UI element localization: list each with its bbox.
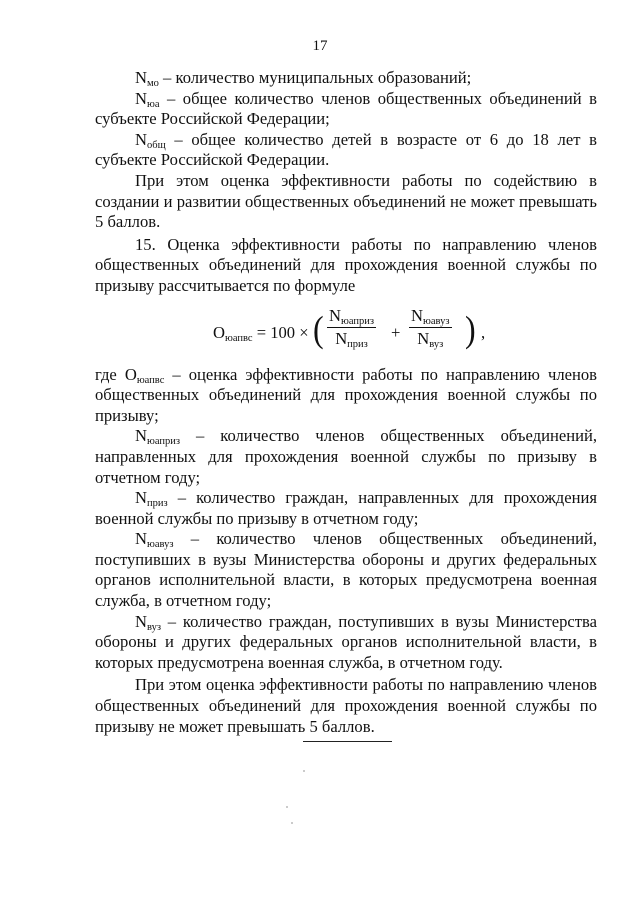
body-text [95,68,597,737]
num-symbol: N [329,305,341,325]
symbol-subscript: юаприз [146,436,180,448]
fraction-2 [409,307,452,348]
symbol: N [135,426,147,446]
den-symbol: N [417,328,430,348]
den-subscript: вуз [429,338,444,350]
num-symbol: N [411,305,423,325]
fraction-1-numerator [327,307,376,325]
fraction-1-bar [327,327,376,328]
scan-speck [303,770,305,772]
scan-speck [291,822,293,824]
formula [95,305,597,361]
symbol: О [124,364,137,384]
definition-n-priz [95,488,597,529]
fraction-2-denominator [415,330,445,348]
formula-lhs [213,323,309,344]
definition-text: – общее количество членов общественных объединений в субъекте Российской Федерации; [95,88,597,129]
num-subscript: юавуз [422,315,450,327]
symbol-subscript: мо [146,78,159,89]
definition-text: – общее количество детей в возрасте от 6 до 18 лет в субъекте Российской Федерации. [95,129,597,170]
definition-text: – количество муниципальных образований; [158,68,472,87]
fraction-1-denominator [333,330,370,348]
den-subscript: приз [347,338,368,350]
definition-n-yua [95,89,597,130]
page-number: 17 [312,38,328,54]
definition-text: – оценка эффективности работы по направлению членов общественных объединений для прохождения военной службы по призыву; [95,364,597,425]
formula-lhs-symbol: О [213,322,225,342]
symbol: N [135,529,147,549]
definition-text: – количество граждан, поступивших в вузы Министерства обороны и других федеральных органов исполнительной власти, в которых предусмотрена военная служба, в отчетном году. [95,611,597,672]
note-paragraph-2: При этом оценка эффективности работы по направлению членов общественных объединений для прохождения военной службы по призыву не может превышать 5 баллов. [95,675,597,736]
scan-speck [286,806,288,808]
formula-plus: + [391,322,401,342]
definition-n-vuz [95,612,597,674]
symbol-subscript: юапвс [136,374,165,386]
formula-equals: = 100 × [256,322,309,342]
fraction-2-numerator [409,307,452,325]
num-subscript: юаприз [340,315,374,327]
fraction-2-bar [409,327,452,328]
definition-n-yuavuz [95,529,597,611]
symbol-subscript: приз [146,498,168,510]
definition-text: – количество членов общественных объединений, направленных для прохождения военной службы по призыву в отчетном году; [95,426,597,487]
formula-close-paren: ) [465,307,476,350]
section-15-paragraph: 15. Оценка эффективности работы по направлению членов общественных объединений для прохождения военной службы по призыву рассчитывается по формуле [95,234,597,295]
symbol: N [135,488,147,508]
formula-lhs-subscript: юапвс [224,332,253,344]
fraction-1 [327,307,376,348]
definition-n-mo [95,68,597,89]
closing-rule [303,741,392,742]
definition-n-yuapriz [95,426,597,488]
symbol: N [135,68,147,87]
symbol-subscript: юа [146,98,160,110]
formula-comma: , [481,322,486,342]
symbol-subscript: вуз [146,621,161,633]
symbol: N [135,88,147,108]
symbol: N [135,129,147,149]
where-lead: где [95,364,125,384]
formula-open-paren: ( [313,307,324,350]
symbol-subscript: юавуз [146,539,174,551]
symbol: N [135,611,147,631]
den-symbol: N [335,328,348,348]
definition-text: – количество членов общественных объединений, поступивших в вузы Министерства обороны и других федеральных органов исполнительной власти, в которых предусмотрена военная служба, в отчетном году; [95,529,597,611]
where-paragraph [95,365,597,427]
definition-n-obshch [95,130,597,171]
definition-text: – количество граждан, направленных для прохождения военной службы по призыву в отчетном году; [95,488,597,528]
symbol-subscript: общ [146,139,166,151]
note-paragraph-1: При этом оценка эффективности работы по содействию в создании и развитии общественных объединений не может превышать 5 баллов. [95,170,597,232]
